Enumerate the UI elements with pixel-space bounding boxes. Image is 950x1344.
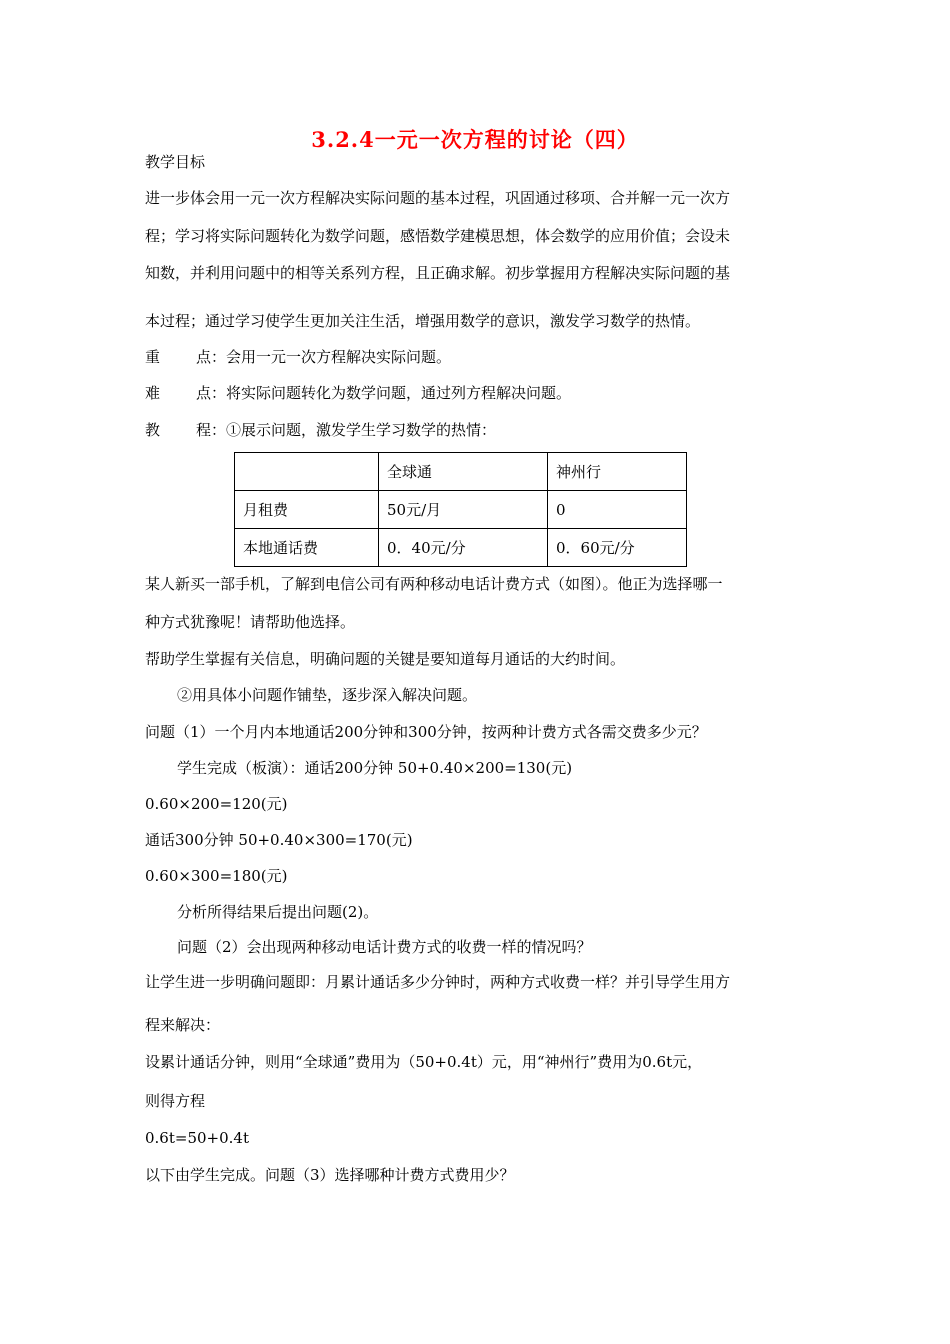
body-line: 设累计通话分钟，则用“全球通”费用为（50+0.4t）元，用“神州行”费用为0.6t元， — [145, 1053, 703, 1071]
body-line: 某人新买一部手机，了解到电信公司有两种移动电话计费方式（如图）。他正为选择哪一 — [145, 575, 723, 593]
goals-line-4: 本过程；通过学习使学生更加关注生活，增强用数学的意识，激发学习数学的热情。 — [145, 312, 701, 330]
fee-table — [234, 452, 687, 567]
table-header-row — [235, 453, 687, 491]
process-label-b: 程 — [196, 421, 212, 439]
table-cell: 月租费 — [235, 491, 379, 529]
table-cell: 本地通话费 — [235, 529, 379, 567]
goals-heading: 教学目标 — [145, 153, 206, 171]
key-point-label-b: 点 — [196, 348, 212, 366]
body-line: ②用具体小问题作铺垫，逐步深入解决问题。 — [177, 686, 478, 704]
table-header-shenzhouxing: 神州行 — [548, 453, 687, 491]
table-cell: 0．60元/分 — [548, 529, 687, 567]
document-title: 3.2.4一元一次方程的讨论（四） — [311, 127, 639, 152]
body-line: 让学生进一步明确问题即：月累计通话多少分钟时，两种方式收费一样？并引导学生用方 — [145, 973, 731, 991]
body-line: 程来解决： — [145, 1016, 221, 1034]
table-cell: 0 — [548, 491, 687, 529]
difficult-point-label-a: 难 — [145, 384, 161, 402]
difficult-point — [145, 383, 810, 403]
key-point — [145, 347, 810, 367]
body-line: 种方式犹豫呢！请帮助他选择。 — [145, 613, 356, 631]
body-line: 问题（1）一个月内本地通话200分钟和300分钟，按两种计费方式各需交费多少元？ — [145, 723, 707, 741]
body-line: 学生完成（板演）：通话200分钟 50+0.40×200=130(元) — [177, 759, 573, 777]
table-row — [235, 529, 687, 567]
body-line: 则得方程 — [145, 1092, 206, 1110]
table-header-quanqiutong: 全球通 — [379, 453, 548, 491]
equation: 0.6t=50+0.4t — [145, 1129, 249, 1147]
table-cell: 0．40元/分 — [379, 529, 548, 567]
goals-line-1: 进一步体会用一元一次方程解决实际问题的基本过程，巩固通过移项、合并解一元一次方 — [145, 189, 731, 207]
body-line: 分析所得结果后提出问题(2)。 — [177, 903, 379, 921]
body-line: 0.60×200=120(元) — [145, 795, 288, 813]
body-line: 通话300分钟 50+0.40×300=170(元) — [145, 831, 413, 849]
goals-line-3: 知数，并利用问题中的相等关系列方程，且正确求解。初步掌握用方程解决实际问题的基 — [145, 264, 731, 282]
body-line: 帮助学生掌握有关信息，明确问题的关键是要知道每月通话的大约时间。 — [145, 650, 626, 668]
key-point-text: ：会用一元一次方程解决实际问题。 — [211, 348, 452, 366]
process-label-a: 教 — [145, 421, 161, 439]
body-line: 0.60×300=180(元) — [145, 867, 288, 885]
table-cell: 50元/月 — [379, 491, 548, 529]
table-row — [235, 491, 687, 529]
body-line: 以下由学生完成。问题（3）选择哪种计费方式费用少？ — [145, 1166, 515, 1184]
body-line: 问题（2）会出现两种移动电话计费方式的收费一样的情况吗？ — [177, 938, 592, 956]
process — [145, 420, 810, 440]
key-point-label-a: 重 — [145, 348, 161, 366]
difficult-point-text: ：将实际问题转化为数学问题，通过列方程解决问题。 — [211, 384, 572, 402]
difficult-point-label-b: 点 — [196, 384, 212, 402]
table-cell — [235, 453, 379, 491]
process-text: ：①展示问题，激发学生学习数学的热情： — [211, 421, 497, 439]
goals-line-2: 程；学习将实际问题转化为数学问题，感悟数学建模思想，体会数学的应用价值；会设未 — [145, 227, 731, 245]
